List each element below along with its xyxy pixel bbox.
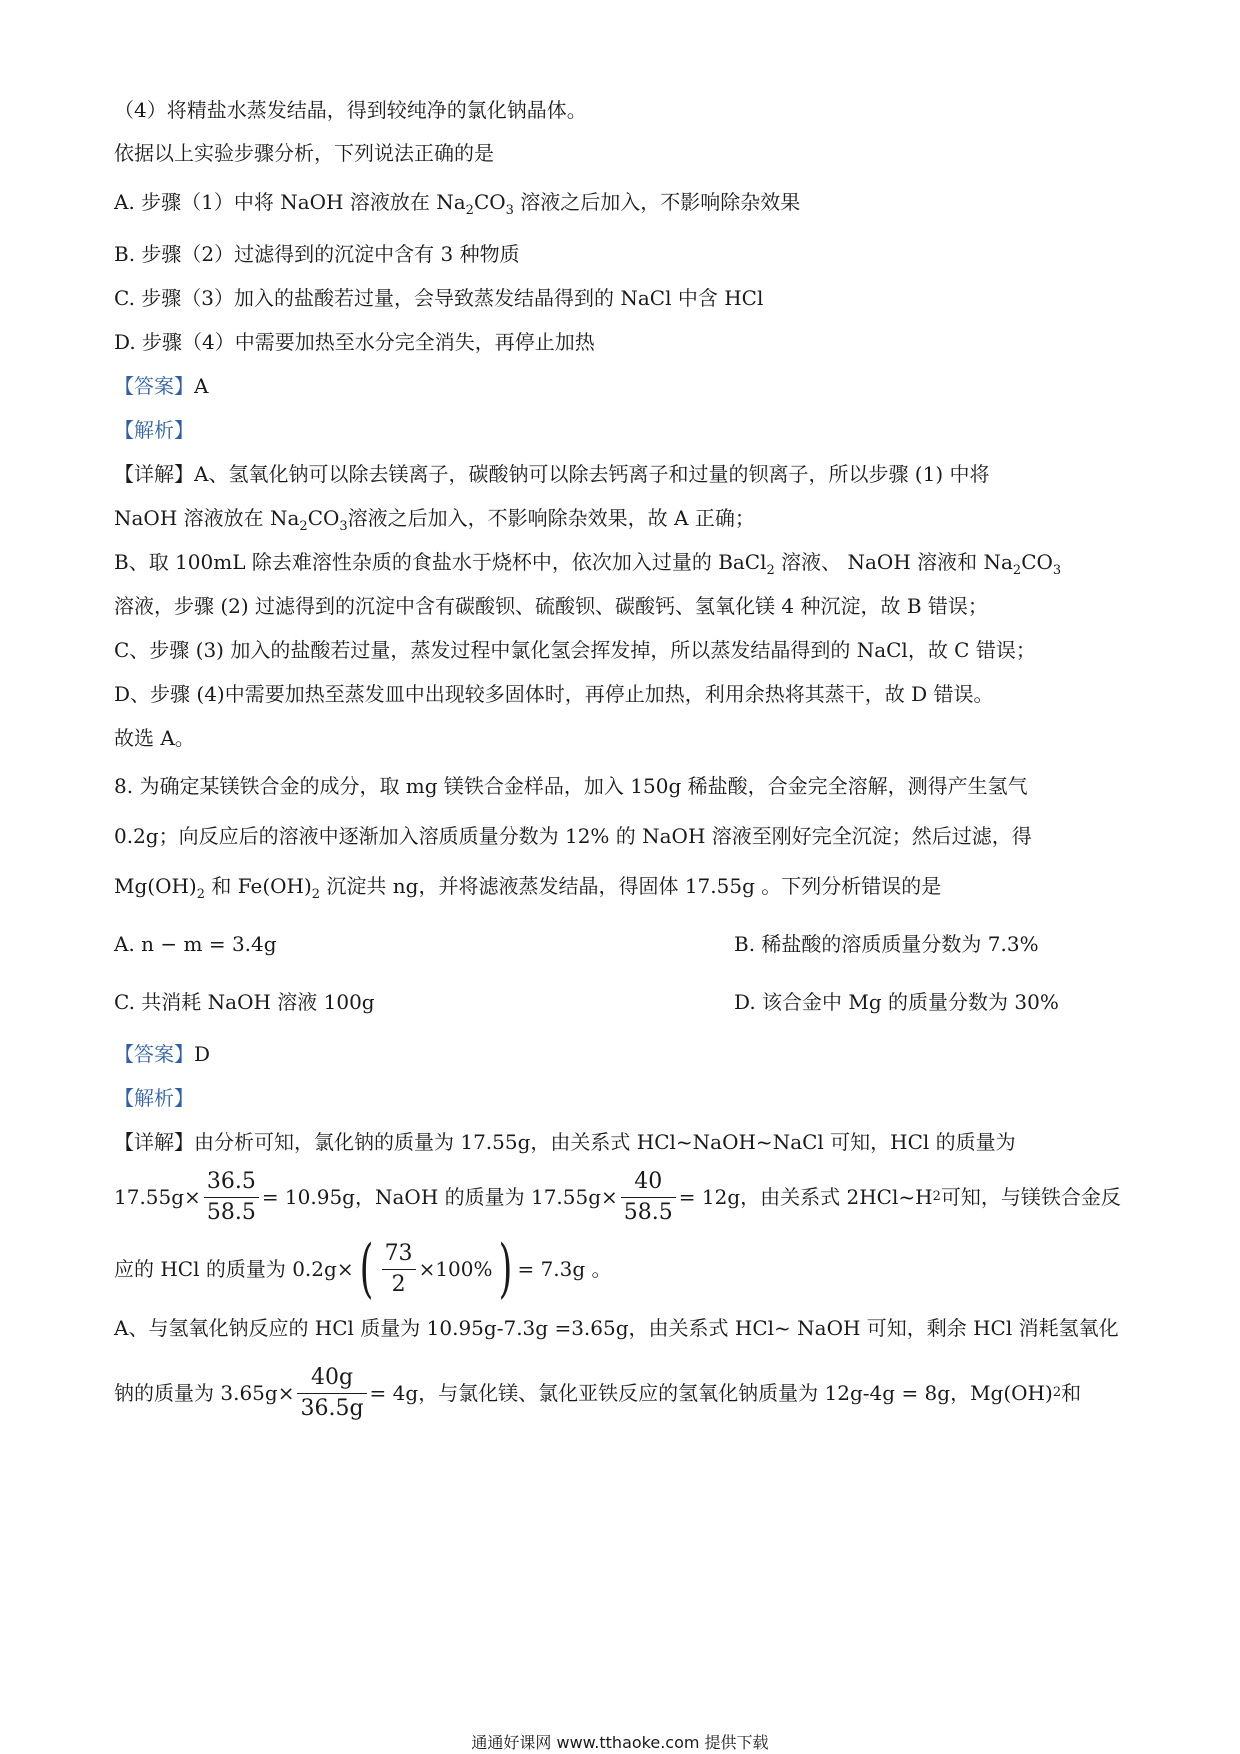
answer-label: 【答案】 [114,1042,194,1066]
q8-stem-line1: 8. 为确定某镁铁合金的成分，取 mg 镁铁合金样品，加入 150g 稀盐酸，合金完全溶解，测得产生氢气 [114,774,1028,798]
answer-value: A [194,374,209,398]
answer-value: D [194,1042,211,1066]
answer-line [114,372,1140,400]
option-a: A. 步骤（1）中将 NaOH 溶液放在 $Na_2CO_3$ 溶液之后加入，不影响除杂效果 [114,190,801,218]
detail-line: D、步骤 (4)中需要加热至蒸发皿中出现较多固体时，再停止加热，利用余热将其蒸干，故 D 错误。 [114,682,994,706]
q8-options-row1 [114,930,1140,958]
q8-stem-line2: 0.2g；向反应后的溶液中逐渐加入溶质质量分数为 12% 的 NaOH 溶液至刚好完全沉淀；然后过滤，得 [114,824,1032,848]
analysis-label: 【解析】 [114,418,194,442]
detail-line: 溶液，步骤 (2) 过滤得到的沉淀中含有碳酸钡、硫酸钡、碳酸钙、氢氧化镁 4 种沉淀，故 B 错误； [114,594,988,618]
fraction: $\frac{73}{2}$ [382,1239,416,1300]
fraction: $\frac{40g}{36.5g}$ [297,1363,366,1424]
detail-line: 【详解】A、氢氧化钠可以除去镁离子，碳酸钠可以除去钙离子和过量的钡离子，所以步骤 (1) 中将 [114,462,990,486]
detail-line: C、步骤 (3) 加入的盐酸若过量，蒸发过程中氯化氢会挥发掉，所以蒸发结晶得到的 NaCl，故 C 错误； [114,638,1036,662]
detail-line: B、取 100mL 除去难溶性杂质的食盐水于烧杯中，依次加入过量的 BaCl$_2$ 溶液、 NaOH 溶液和 $Na_2CO_3$ [114,550,1062,578]
q8-analysis-label: 【解析】 [114,1086,194,1110]
fraction: $\frac{40}{58.5}$ [621,1167,676,1228]
q8-equation-line1: 17.55g× $\frac{36.5}{58.5}$ = 10.95g ，NaOH 的质量为 17.55g× $\frac{40}{58.5}$ = 12g ，由关系式 2HCl~H 2 可知，与镁铁合金反 [114,1160,1140,1234]
q8-answer-line [114,1040,1140,1068]
conclusion: 故选 A。 [114,726,195,750]
right-paren: ) [498,1232,512,1306]
detail-line: NaOH 溶液放在 $Na_2CO_3$溶液之后加入，不影响除杂效果，故 A 正确； [114,506,755,534]
step4-text: （4）将精盐水蒸发结晶，得到较纯净的氯化钠晶体。 [114,98,587,122]
q8-option-a: A. n − m = 3.4g [114,932,277,956]
q8-options-row2 [114,988,1140,1016]
question-prompt: 依据以上实验步骤分析，下列说法正确的是 [114,141,494,165]
q8-option-b: B. 稀盐酸的溶质质量分数为 7.3% [734,932,1039,956]
q8-stem-line3: $Mg(OH)_2$ 和 $Fe(OH)_2$ 沉淀共 ng，并将滤液蒸发结晶，得固体 17.55g 。下列分析错误的是 [114,874,942,902]
q8-option-d: D. 该合金中 Mg 的质量分数为 30% [734,990,1059,1014]
fraction: $\frac{36.5}{58.5}$ [204,1167,259,1228]
q8-detail-line: 【详解】由分析可知，氯化钠的质量为 17.55g，由关系式 HCl~NaOH~NaCl 可知，HCl 的质量为 [114,1130,1016,1154]
q8-option-c: C. 共消耗 NaOH 溶液 100g [114,990,375,1014]
q8-detail-line: A、与氢氧化钠反应的 HCl 质量为 10.95g-7.3g =3.65g，由关系式 HCl~ NaOH 可知，剩余 HCl 消耗氢氧化 [114,1316,1119,1340]
option-c: C. 步骤（3）加入的盐酸若过量，会导致蒸发结晶得到的 NaCl 中含 HCl [114,286,764,310]
footer-source: 通通好课网 www.tthaoke.com 提供下载 [471,1733,769,1752]
left-paren: ( [359,1232,373,1306]
option-d: D. 步骤（4）中需要加热至水分完全消失，再停止加热 [114,330,595,354]
q8-equation-line3: 钠的质量为 3.65g× $\frac{40g}{36.5g}$ = 4g ，与氯化镁、氯化亚铁反应的氢氧化钠质量为 12g-4g = 8g，Mg(OH) 2 和 [114,1356,1140,1430]
option-b: B. 步骤（2）过滤得到的沉淀中含有 3 种物质 [114,242,520,266]
q8-equation-line2: 应的 HCl 的质量为 0.2g× ( $\frac{73}{2}$ ×100% ) = 7.3g 。 [114,1232,612,1306]
answer-label: 【答案】 [114,374,194,398]
